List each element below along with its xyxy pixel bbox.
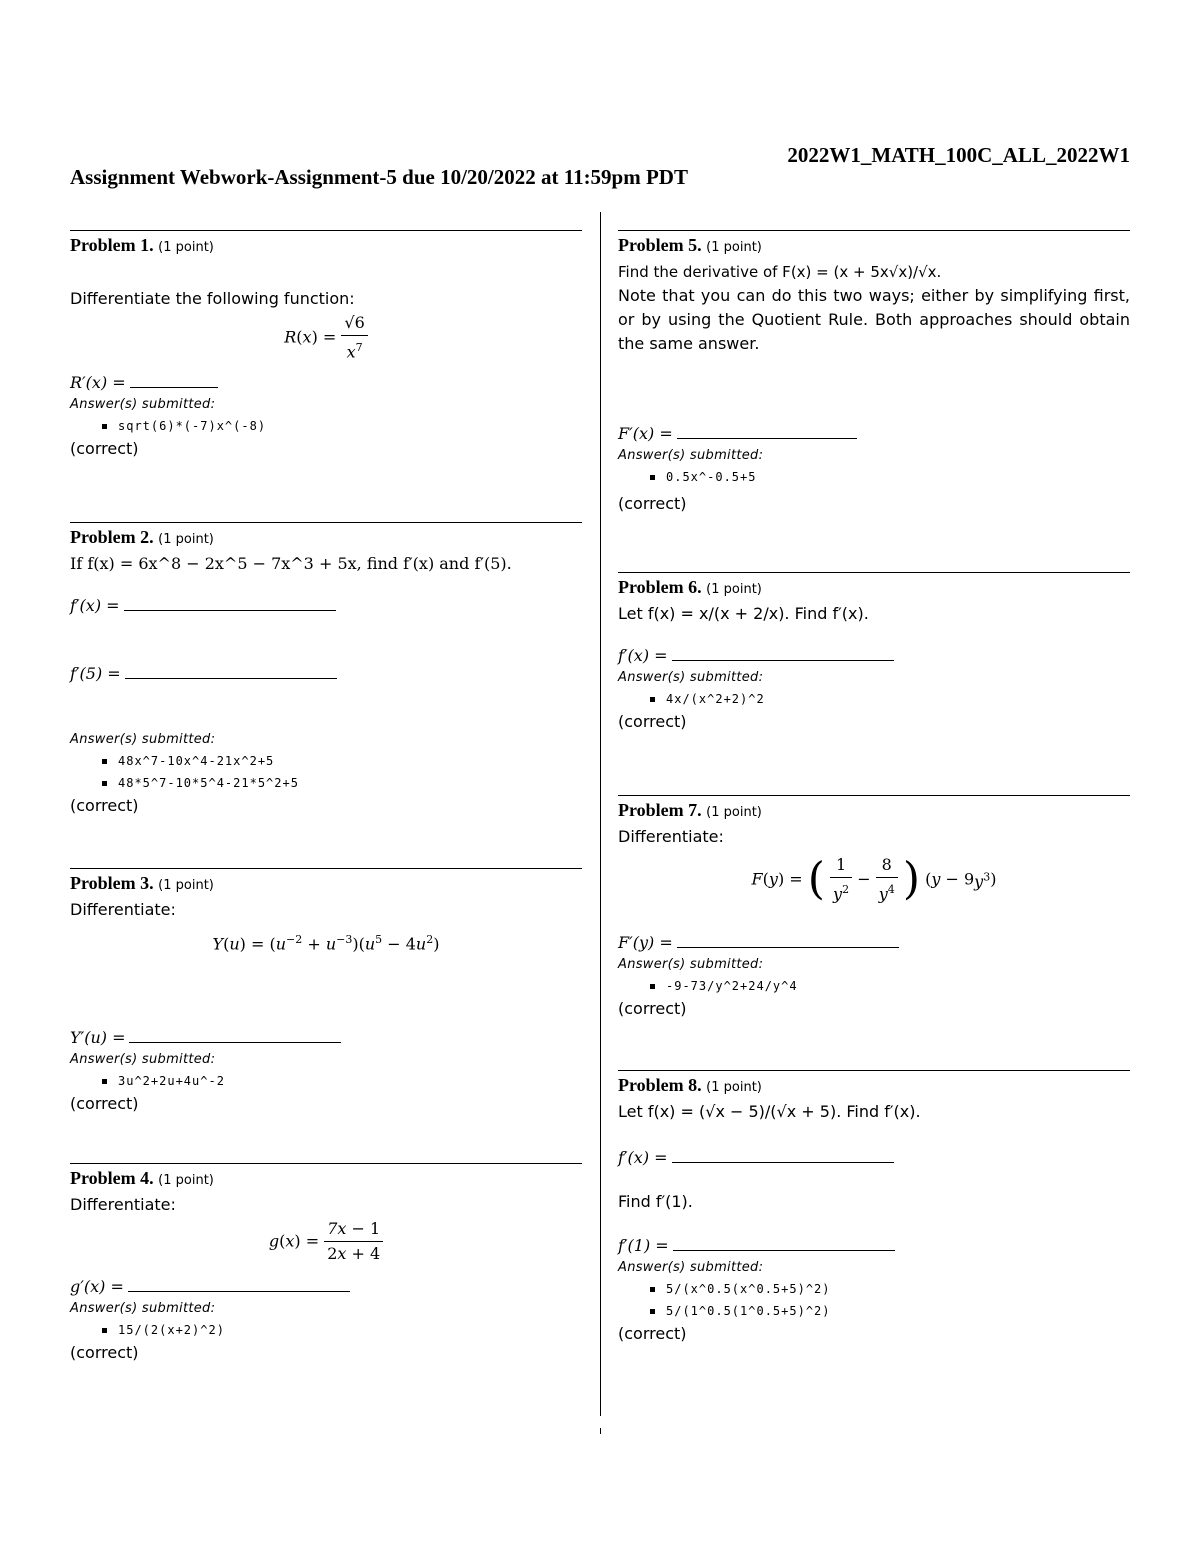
problem-note: Note that you can do this two ways; either by simplifying first, or by using the Quotient Rule. Both approaches should obtain the same answer.: [618, 286, 1130, 353]
submitted-label: Answer(s) submitted:: [70, 1052, 216, 1068]
problem-statement: Differentiate:: [70, 1195, 176, 1214]
problem-title: Problem 2.: [70, 527, 154, 547]
column-divider: [600, 212, 601, 1416]
problem-points: (1 point): [158, 532, 214, 547]
answer-label: Y′(u) =: [70, 1028, 126, 1048]
answer-list: [618, 688, 1130, 710]
answer-list: [70, 1070, 582, 1092]
status-text: (correct): [70, 796, 139, 815]
page-number-mark: [600, 1428, 601, 1434]
status-text: (correct): [618, 712, 687, 731]
sub-question: Find f′(1).: [618, 1192, 693, 1211]
problem-points: (1 point): [706, 1080, 762, 1095]
submitted-label: Answer(s) submitted:: [618, 670, 764, 685]
submitted-label: Answer(s) submitted:: [618, 957, 764, 972]
answer-list: [70, 415, 582, 437]
problem-5: [618, 230, 1130, 516]
status-text: (correct): [618, 494, 687, 513]
problem-6: [618, 572, 1130, 734]
problem-points: (1 point): [706, 805, 762, 820]
status-text: (correct): [70, 439, 139, 458]
problem-1: [70, 230, 582, 461]
submitted-answer: sqrt(6)*(-7)x^(-8): [118, 415, 582, 437]
problem-title: Problem 5.: [618, 235, 702, 255]
problem-points: (1 point): [706, 240, 762, 255]
submitted-label: Answer(s) submitted:: [70, 732, 216, 747]
problem-statement: Differentiate:: [618, 827, 724, 846]
submitted-answer: 4x/(x^2+2)^2: [666, 688, 1130, 710]
problem-statement: Find the derivative of F(x) = (x + 5x√x)/√x.: [618, 263, 942, 281]
problem-statement: Let f(x) = x/(x + 2/x). Find f′(x).: [618, 604, 869, 623]
answer-label: R′(x) =: [70, 373, 126, 392]
answer-blank: [128, 1290, 350, 1292]
problem-3: [70, 868, 582, 1116]
problem-statement: Let f(x) = (√x − 5)/(√x + 5). Find f′(x).: [618, 1102, 921, 1121]
submitted-answer: 5/(x^0.5(x^0.5+5)^2): [666, 1278, 1130, 1300]
problem-title: Problem 7.: [618, 800, 702, 820]
problem-equation: R(x) = $\frac{√6}{x^7}$: [70, 311, 582, 371]
submitted-label: Answer(s) submitted:: [70, 397, 216, 412]
answer-label: f′(x) =: [618, 1148, 668, 1167]
problem-8: [618, 1070, 1130, 1346]
submitted-answer: 48*5^7-10*5^4-21*5^2+5: [118, 772, 582, 794]
problem-title: Problem 8.: [618, 1075, 702, 1095]
answer-label: F′(x) =: [618, 424, 673, 443]
submitted-answer: 48x^7-10x^4-21x^2+5: [118, 750, 582, 772]
submitted-answer: 3u^2+2u+4u^-2: [118, 1070, 582, 1092]
answer-label: f′(x) =: [70, 596, 120, 615]
answer-blank: [124, 609, 336, 611]
answer-list: [70, 1319, 582, 1341]
status-text: (correct): [70, 1094, 139, 1114]
answer-list: [618, 466, 1130, 488]
answer-blank: [125, 677, 337, 679]
problem-title: Problem 3.: [70, 873, 154, 893]
answer-list: [70, 750, 582, 794]
answer-blank: [130, 386, 218, 388]
answer-blank: [677, 437, 857, 439]
problem-7: [618, 795, 1130, 1021]
problem-statement: If f(x) = 6x^8 − 2x^5 − 7x^3 + 5x, find f′(x) and f′(5).: [70, 554, 512, 573]
problem-points: (1 point): [158, 1173, 214, 1188]
answer-blank: [672, 659, 894, 661]
problem-4: [70, 1163, 582, 1365]
problem-statement: Differentiate the following function:: [70, 289, 355, 308]
problem-title: Problem 6.: [618, 577, 702, 597]
answer-list: [618, 975, 1130, 997]
answer-label: F′(y) =: [618, 933, 673, 952]
submitted-label: Answer(s) submitted:: [618, 1260, 764, 1275]
answer-blank: [672, 1161, 894, 1163]
problem-points: (1 point): [158, 878, 214, 893]
answer-label: f′(1) =: [618, 1236, 669, 1255]
answer-blank: [673, 1249, 895, 1251]
submitted-label: Answer(s) submitted:: [70, 1301, 216, 1316]
submitted-answer: 0.5x^-0.5+5: [666, 466, 1130, 488]
problem-statement: Differentiate:: [70, 900, 176, 919]
status-text: (correct): [618, 999, 687, 1018]
answer-label: f′(x) =: [618, 646, 668, 665]
submitted-answer: 5/(1^0.5(1^0.5+5)^2): [666, 1300, 1130, 1322]
course-code: 2022W1_MATH_100C_ALL_2022W1: [787, 143, 1130, 167]
answer-blank: [129, 1041, 341, 1043]
problem-title: Problem 4.: [70, 1168, 154, 1188]
problem-equation: F(y) = ( $\frac{1}{y^2}$ − $\frac{8}{y^4}$ ) $(y - 9y^3)$: [751, 853, 997, 905]
problem-2: [70, 522, 582, 818]
status-text: (correct): [70, 1343, 139, 1362]
problem-points: (1 point): [158, 240, 214, 255]
answer-blank: [677, 946, 899, 948]
problem-points: (1 point): [706, 582, 762, 597]
submitted-answer: -9-73/y^2+24/y^4: [666, 975, 1130, 997]
answer-label: f′(5) =: [70, 664, 121, 683]
problem-title: Problem 1.: [70, 235, 154, 255]
submitted-answer: 15/(2(x+2)^2): [118, 1319, 582, 1341]
assignment-title: Assignment Webwork-Assignment-5 due 10/20/2022 at 11:59pm PDT: [70, 165, 688, 189]
submitted-label: Answer(s) submitted:: [618, 448, 764, 463]
problem-equation: g(x) = $\frac{7x - 1}{2x + 4}$: [70, 1217, 582, 1273]
answer-list: [618, 1278, 1130, 1322]
answer-label: g′(x) =: [70, 1277, 124, 1296]
problem-equation: $Y(u) = (u^{-2} + u^{-3})(u^5 - 4u^2)$: [212, 933, 440, 954]
status-text: (correct): [618, 1324, 687, 1343]
